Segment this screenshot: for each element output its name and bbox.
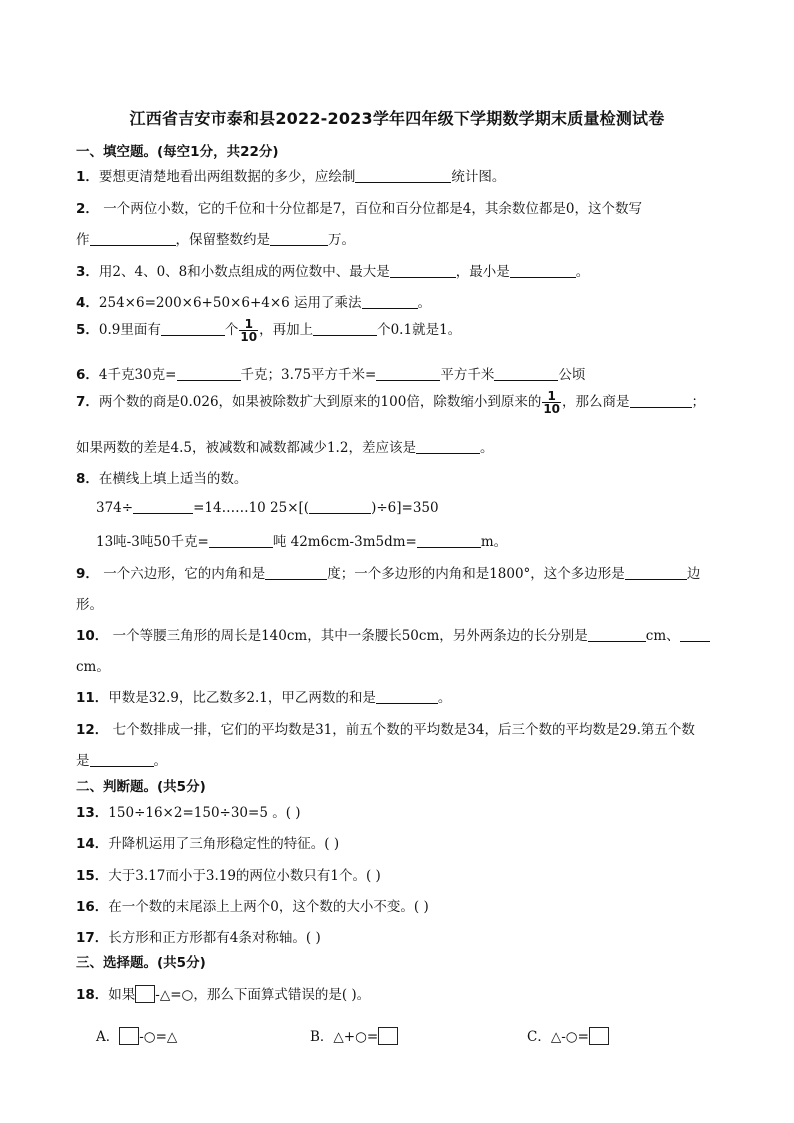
question-8-line-a (96, 499, 439, 516)
fraction-denominator: 10 (543, 402, 561, 416)
question-9 (76, 562, 700, 582)
question-text: 作 (76, 232, 90, 248)
answer-blank[interactable] (494, 366, 558, 381)
question-text: 。 (437, 690, 452, 706)
question-text: 是 (76, 753, 90, 769)
question-number: 5． (76, 322, 99, 338)
question-text: 甲数是32.9，比乙数多2.1，甲乙两数的和是 (108, 690, 376, 706)
question-number: 6． (76, 367, 99, 383)
question-text: -△=○，那么下面算式错误的是( )。 (155, 987, 371, 1003)
question-text: 个0.1就是1。 (377, 322, 462, 338)
question-text: 两个数的商是0.026，如果被除数扩大到原来的100倍，除数缩小到原来的 (98, 394, 542, 410)
answer-blank[interactable] (355, 168, 451, 183)
answer-blank[interactable] (630, 393, 692, 408)
fraction-numerator: 1 (542, 390, 561, 403)
answer-blank[interactable] (265, 565, 327, 580)
question-number: 10． (76, 628, 109, 644)
empty-box-icon (135, 985, 155, 1003)
question-text: m。 (480, 534, 508, 550)
question-text: 一个等腰三角形的周长是140cm，其中一条腰长50cm，另外两条边的长分别是 (108, 628, 588, 644)
question-number: 16． (76, 899, 109, 915)
answer-blank[interactable] (209, 533, 273, 548)
question-text: 要想更清楚地看出两组数据的多少，应绘制 (98, 169, 356, 185)
question-text: 个 (224, 322, 239, 338)
question-number: 2． (76, 201, 99, 217)
section-heading-fill-in: 一、填空题。(每空1分，共22分) (76, 144, 279, 160)
question-text: 254×6=200×6+50×6+4×6 运用了乘法 (98, 295, 362, 311)
question-number: 1． (76, 169, 99, 185)
question-11 (76, 686, 451, 706)
answer-blank[interactable] (177, 366, 241, 381)
answer-blank[interactable] (625, 565, 687, 580)
question-text: 平方千米 (440, 367, 495, 383)
question-text: 边 (686, 566, 701, 582)
empty-box-icon (119, 1027, 139, 1045)
question-text: 。 (479, 440, 494, 456)
question-text: 0.9里面有 (98, 322, 161, 338)
question-text: ，再加上 (259, 322, 314, 338)
question-10 (76, 624, 710, 644)
question-text: 。 (417, 295, 432, 311)
option-text: △-○= (550, 1029, 589, 1045)
question-15 (76, 864, 381, 884)
question-text: cm、 (645, 628, 680, 644)
question-text: 千克；3.75平方千米= (240, 367, 377, 383)
answer-blank[interactable] (133, 499, 193, 514)
question-text: 七个数排成一排，它们的平均数是31，前五个数的平均数是34，后三个数的平均数是29.第五个数 (108, 722, 695, 738)
question-text: 升降机运用了三角形稳定性的特征。( ) (108, 836, 340, 852)
question-text: 公顷 (558, 367, 586, 383)
question-10-cont (76, 655, 110, 675)
question-text: ，那么商是 (562, 394, 630, 410)
answer-blank[interactable] (376, 366, 440, 381)
answer-blank[interactable] (309, 499, 371, 514)
question-text: 大于3.17而小于3.19的两位小数只有1个。( ) (108, 868, 381, 884)
question-text: 。 (153, 753, 167, 769)
question-7 (76, 390, 705, 415)
question-8-line-b (96, 530, 507, 550)
answer-blank[interactable] (588, 627, 646, 642)
answer-blank[interactable] (90, 231, 176, 246)
question-text: 一个两位小数，它的千位和十分位都是7，百位和百分位都是4，其余数位都是0，这个数写 (98, 201, 642, 217)
question-text: 一个六边形，它的内角和是 (98, 566, 266, 582)
question-2-cont (76, 228, 355, 248)
question-text: 4千克30克= (98, 367, 177, 383)
answer-blank[interactable] (90, 752, 154, 767)
question-text: 吨 42m6cm-3m5dm= (272, 534, 417, 550)
question-12 (76, 718, 695, 738)
question-2 (76, 197, 642, 217)
question-number: 7． (76, 394, 99, 410)
question-text: 统计图。 (451, 169, 506, 185)
question-text: 在横线上填上适当的数。 (98, 471, 248, 487)
answer-blank[interactable] (376, 689, 438, 704)
empty-box-icon (589, 1027, 609, 1045)
question-4 (76, 291, 431, 311)
question-number: 12． (76, 722, 109, 738)
question-8 (76, 467, 247, 487)
empty-box-icon (378, 1027, 398, 1045)
question-number: 14． (76, 836, 109, 852)
option-text: △+○= (333, 1029, 379, 1045)
fraction-denominator: 10 (240, 330, 258, 344)
question-text: ，保留整数约是 (175, 232, 270, 248)
answer-blank[interactable] (417, 533, 481, 548)
question-18 (76, 983, 370, 1003)
question-number: 15． (76, 868, 109, 884)
question-7-cont (76, 436, 493, 456)
question-14 (76, 832, 339, 852)
question-text: 如果 (108, 987, 136, 1003)
question-text: 万。 (328, 232, 355, 248)
question-number: 9． (76, 566, 99, 582)
section-heading-multiple-choice: 三、选择题。(共5分) (76, 955, 206, 971)
answer-blank[interactable] (161, 321, 225, 336)
question-text: 13吨-3吨50千克= (96, 534, 209, 550)
section-heading-true-false: 二、判断题。(共5分) (76, 779, 206, 795)
answer-blank[interactable] (680, 627, 710, 642)
question-1 (76, 165, 505, 185)
question-text: 形。 (76, 597, 103, 613)
exam-title: 江西省吉安市泰和县2022-2023学年四年级下学期数学期末质量检测试卷 (129, 109, 665, 128)
question-text: 374÷ (96, 500, 134, 516)
question-number: 8． (76, 471, 99, 487)
answer-blank[interactable] (416, 439, 480, 454)
question-number: 3． (76, 264, 99, 280)
option-label: C． (527, 1029, 551, 1045)
option-label: B． (310, 1029, 334, 1045)
fraction-one-tenth (239, 318, 258, 343)
question-text: 150÷16×2=150÷30=5 。( ) (108, 805, 301, 821)
question-text: )÷6]=350 (371, 500, 439, 516)
question-12-cont (76, 749, 167, 769)
fraction-numerator: 1 (239, 318, 258, 331)
answer-blank[interactable] (390, 263, 456, 278)
fraction-one-tenth (542, 390, 561, 415)
question-number: 4． (76, 295, 99, 311)
question-6 (76, 363, 585, 383)
question-text: cm。 (76, 659, 110, 675)
question-13 (76, 801, 301, 821)
option-a[interactable] (96, 1025, 177, 1045)
answer-blank[interactable] (510, 263, 576, 278)
question-number: 17． (76, 930, 109, 946)
question-text: ，最小是 (455, 264, 510, 280)
question-text: 如果两数的差是4.5，被减数和减数都减少1.2，差应该是 (76, 440, 416, 456)
question-number: 13． (76, 805, 109, 821)
question-16 (76, 895, 429, 915)
question-17 (76, 926, 321, 946)
option-c[interactable] (527, 1025, 609, 1045)
option-b[interactable] (310, 1025, 398, 1045)
question-number: 18． (76, 987, 109, 1003)
question-text: ； (691, 394, 706, 410)
question-text: 在一个数的末尾添上上两个0，这个数的大小不变。( ) (108, 899, 429, 915)
option-label: A． (96, 1029, 120, 1045)
answer-blank[interactable] (362, 294, 418, 309)
question-5 (76, 318, 461, 343)
question-text: 。 (575, 264, 590, 280)
question-3 (76, 260, 589, 280)
question-text: 长方形和正方形都有4条对称轴。( ) (108, 930, 321, 946)
question-number: 11． (76, 690, 109, 706)
question-9-cont (76, 593, 103, 613)
question-text: =14……10 25×[( (193, 500, 310, 516)
answer-blank[interactable] (313, 321, 377, 336)
question-text: 度；一个多边形的内角和是1800°，这个多边形是 (327, 566, 625, 582)
question-text: 用2、4、0、8和小数点组成的两位数中、最大是 (98, 264, 390, 280)
answer-blank[interactable] (270, 231, 328, 246)
option-text: -○=△ (139, 1029, 178, 1045)
